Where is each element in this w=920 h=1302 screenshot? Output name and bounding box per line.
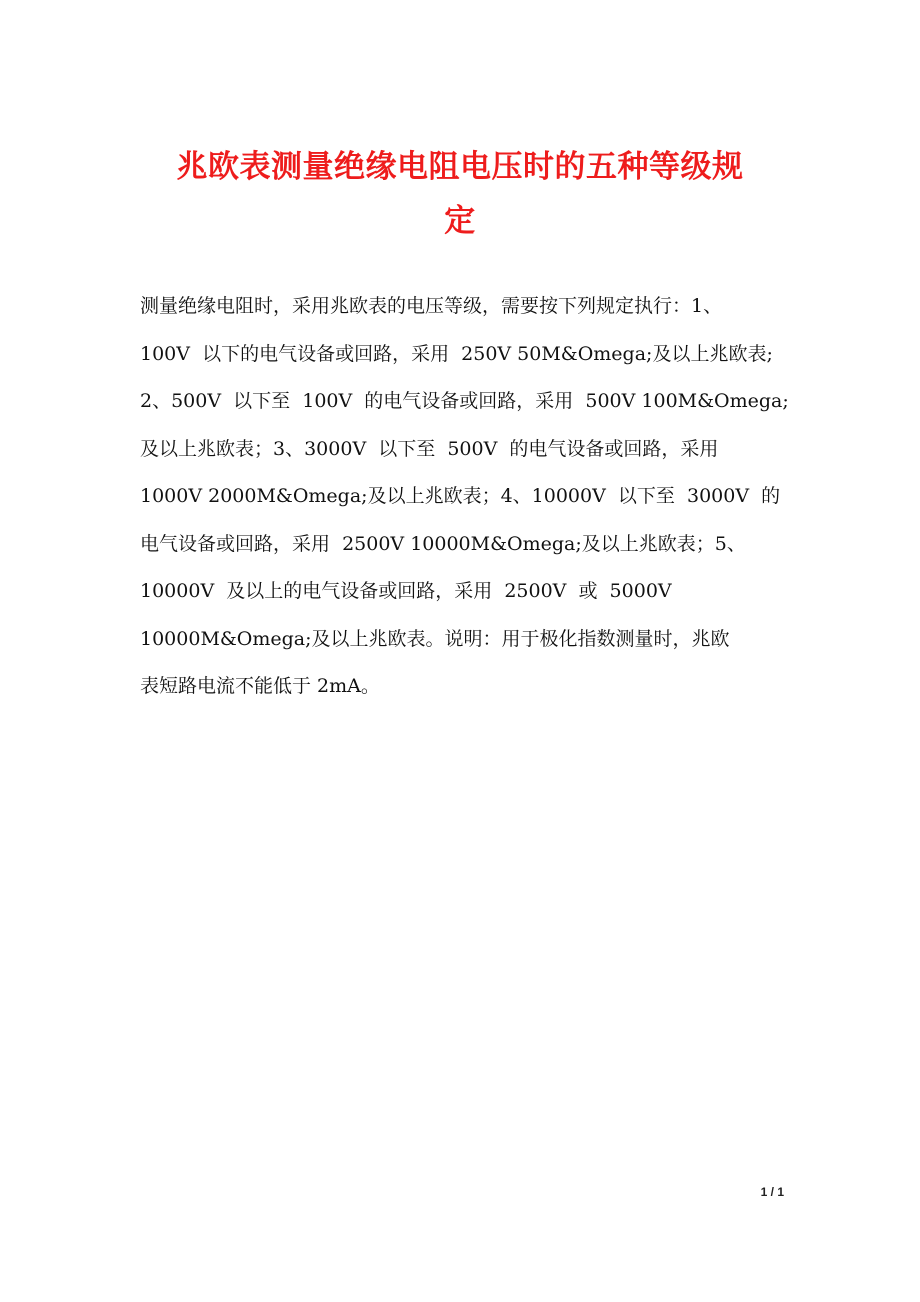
body-line: 2、500V 以下至 100V 的电气设备或回路，采用 500V 100M&Omega; (140, 390, 789, 412)
body-line: 表短路电流不能低于 2mA。 (140, 675, 380, 697)
title-line: 兆欧表测量绝缘电阻电压时的五种等级规 (176, 149, 744, 185)
body-line: 电气设备或回路，采用 2500V 10000M&Omega;及以上兆欧表；5、 (140, 532, 746, 555)
document-title (140, 140, 780, 248)
body-line: 1000V 2000M&Omega;及以上兆欧表；4、10000V 以下至 3000V 的 (140, 485, 781, 507)
body-line: 测量绝缘电阻时，采用兆欧表的电压等级，需要按下列规定执行：1、 (140, 295, 723, 317)
body-line: 10000V 及以上的电气设备或回路，采用 2500V 或 5000V (140, 580, 672, 602)
body-line: 100V 以下的电气设备或回路，采用 250V 50M&Omega;及以上兆欧表; (140, 342, 773, 365)
body-line: 及以上兆欧表；3、3000V 以下至 500V 的电气设备或回路，采用 (140, 437, 719, 460)
title-line: 定 (444, 203, 476, 239)
page-number: 1 / 1 (760, 1185, 784, 1199)
document-body (140, 283, 800, 711)
body-line: 10000M&Omega;及以上兆欧表。说明：用于极化指数测量时，兆欧 (140, 627, 730, 650)
